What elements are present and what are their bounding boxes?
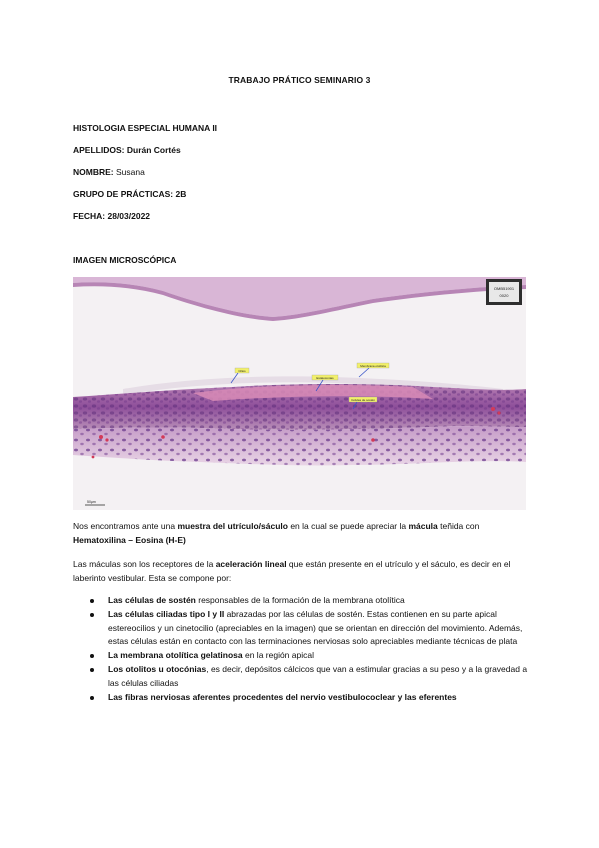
scale-text: 50µm — [87, 500, 96, 504]
list-item — [73, 663, 533, 690]
slide-tag-line2: 0020 — [499, 293, 509, 298]
list-item-bold: Las células de sostén — [108, 595, 196, 605]
document-title: TRABAJO PRÁTICO SEMINARIO 3 — [228, 75, 371, 85]
svg-text:Estatoconias: Estatoconias — [316, 376, 334, 380]
bullet-icon — [90, 696, 94, 700]
components-list — [73, 594, 533, 705]
slide-tag-line1: OMB51901 — [493, 286, 515, 291]
list-item-bold: Las fibras nerviosas aferentes procedentes del nervio vestibulococlear y las eferentes — [108, 692, 457, 703]
p1-bold-2: mácula — [408, 521, 438, 531]
svg-text:Membrana otolítica: Membrana otolítica — [360, 364, 386, 368]
micrograph-image — [73, 277, 526, 510]
p2-bold-1: aceleración lineal — [215, 559, 287, 569]
grupo-line — [73, 189, 186, 199]
nombre-label: NOMBRE: — [73, 167, 114, 177]
p1-text-1: Nos encontramos ante una — [73, 521, 178, 531]
fecha-line — [73, 211, 150, 221]
list-item-text: en la región apical — [242, 650, 314, 661]
list-item — [73, 691, 533, 705]
list-item-bold: La membrana otolítica gelatinosa — [108, 650, 243, 661]
fecha-label: FECHA: — [73, 211, 106, 221]
list-item-text: abrazadas por las células de sostén. Estas contienen en su parte apical estereocilios y un cinetocilio (apreciables en la imagen) que se orientan en dirección del movimiento. Además, estas células están en contacto con las terminaciones nerviosas solo apreciables mediante técnicas de plata — [108, 609, 523, 647]
bullet-icon — [90, 599, 94, 603]
apellidos-line — [73, 145, 181, 155]
grupo-label: GRUPO DE PRÁCTICAS: — [73, 189, 174, 199]
fecha-value: 28/03/2022 — [107, 211, 151, 221]
bullet-icon — [90, 654, 94, 658]
p2-text-2: que están presente en el utrículo y el sáculo, es decir en el laberinto vestibular. Esta se compone por: — [73, 559, 511, 583]
subject-line: HISTOLOGIA ESPECIAL HUMANA II — [73, 123, 218, 133]
svg-text:Cilios: Cilios — [238, 369, 246, 373]
svg-text:Células de sostén: Células de sostén — [351, 398, 375, 402]
p1-bold-1: muestra del utrículo/sáculo — [177, 521, 288, 531]
list-item-text: , es decir, depósitos cálcicos que van a estimular gracias a su peso y a la gravedad a las células ciliadas — [108, 664, 528, 689]
nombre-value: Susana — [115, 167, 145, 177]
list-item-bold: Las células ciliadas tipo I y II — [108, 609, 225, 620]
p1-text-3: teñida con — [437, 521, 480, 531]
list-item — [73, 649, 533, 663]
p2-text-1: Las máculas son los receptores de la — [73, 559, 216, 569]
paragraph-maculas — [73, 557, 525, 585]
grupo-value: 2B — [175, 189, 187, 199]
apellidos-value: Durán Cortés — [126, 145, 181, 155]
paragraph-intro — [73, 519, 525, 547]
image-heading: IMAGEN MICROSCÓPICA — [73, 255, 177, 265]
bullet-icon — [90, 613, 94, 617]
apellidos-label: APELLIDOS: — [73, 145, 125, 155]
list-item-bold: Los otolitos u otocónias — [108, 664, 207, 675]
list-item-text: responsables de la formación de la membrana otolítica — [195, 595, 405, 605]
bullet-icon — [90, 668, 94, 672]
list-item — [73, 594, 533, 608]
p1-text-2: en la cual se puede apreciar la — [287, 521, 409, 531]
list-item — [73, 608, 533, 649]
p1-bold-3: Hematoxilina – Eosina (H-E) — [73, 535, 186, 545]
nombre-line — [73, 167, 145, 177]
